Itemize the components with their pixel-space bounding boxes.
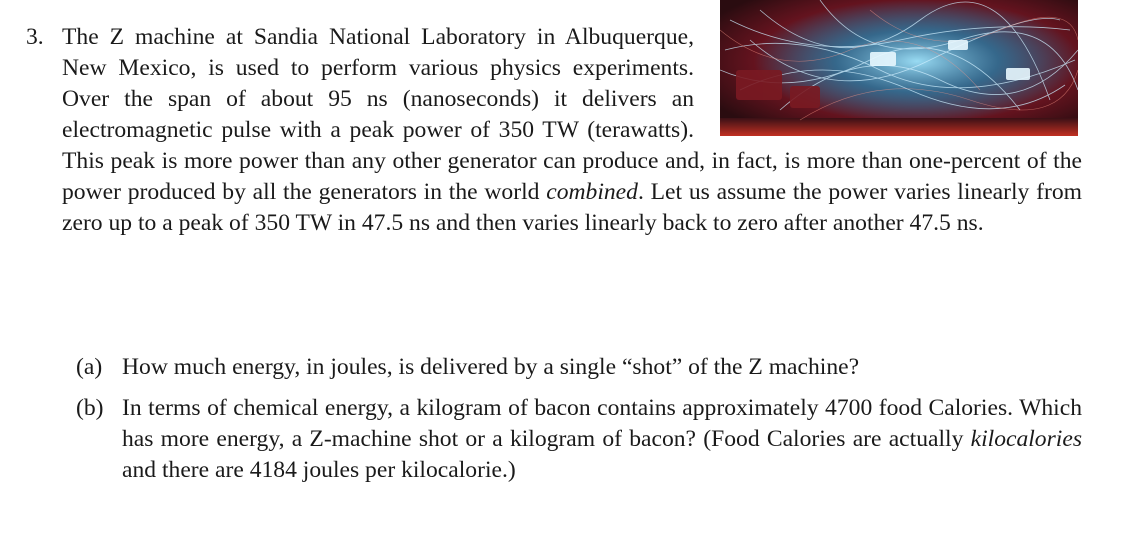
part-label: (a) bbox=[76, 354, 103, 380]
part-label: (b) bbox=[76, 395, 104, 421]
problem-number: 3. bbox=[26, 24, 44, 50]
part-text-segment: and there are 4184 joules per kilocalorie.) bbox=[122, 457, 516, 483]
problem-body bbox=[62, 22, 1082, 239]
problem-text-part-1: The Z machine at Sandia National Laboratory in Albuquerque, New Mexico, is used to perform various physics experiments. Over the span of about 95 ns (nanoseconds) it delivers an electromagnetic pulse with a peak power of 350 TW (terawatts). This peak is more power than any other generator can produce and, in fact, is more than one-percent of the power produced by all the generators in the world bbox=[62, 24, 1082, 205]
part-text bbox=[122, 393, 1082, 486]
problem-text-emphasis: combined bbox=[546, 179, 638, 205]
list-item bbox=[76, 352, 1082, 383]
z-machine-photo-icon bbox=[720, 0, 1078, 136]
problem-text-part-2: . Let us assume the power varies linearly from zero up to a peak of 350 TW in 47.5 ns and then varies linearly back to zero after another 47.5 ns. bbox=[62, 179, 1082, 236]
problem-parts bbox=[76, 352, 1082, 496]
part-text: How much energy, in joules, is delivered by a single “shot” of the Z machine? bbox=[122, 354, 860, 380]
part-text-emphasis: kilocalories bbox=[970, 426, 1082, 452]
part-text-segment: In terms of chemical energy, a kilogram of bacon contains approximately 4700 food Calories. Which has more energy, a Z-machine shot or a kilogram of bacon? (Food Calories are actually bbox=[122, 395, 1082, 452]
list-item bbox=[76, 393, 1082, 486]
